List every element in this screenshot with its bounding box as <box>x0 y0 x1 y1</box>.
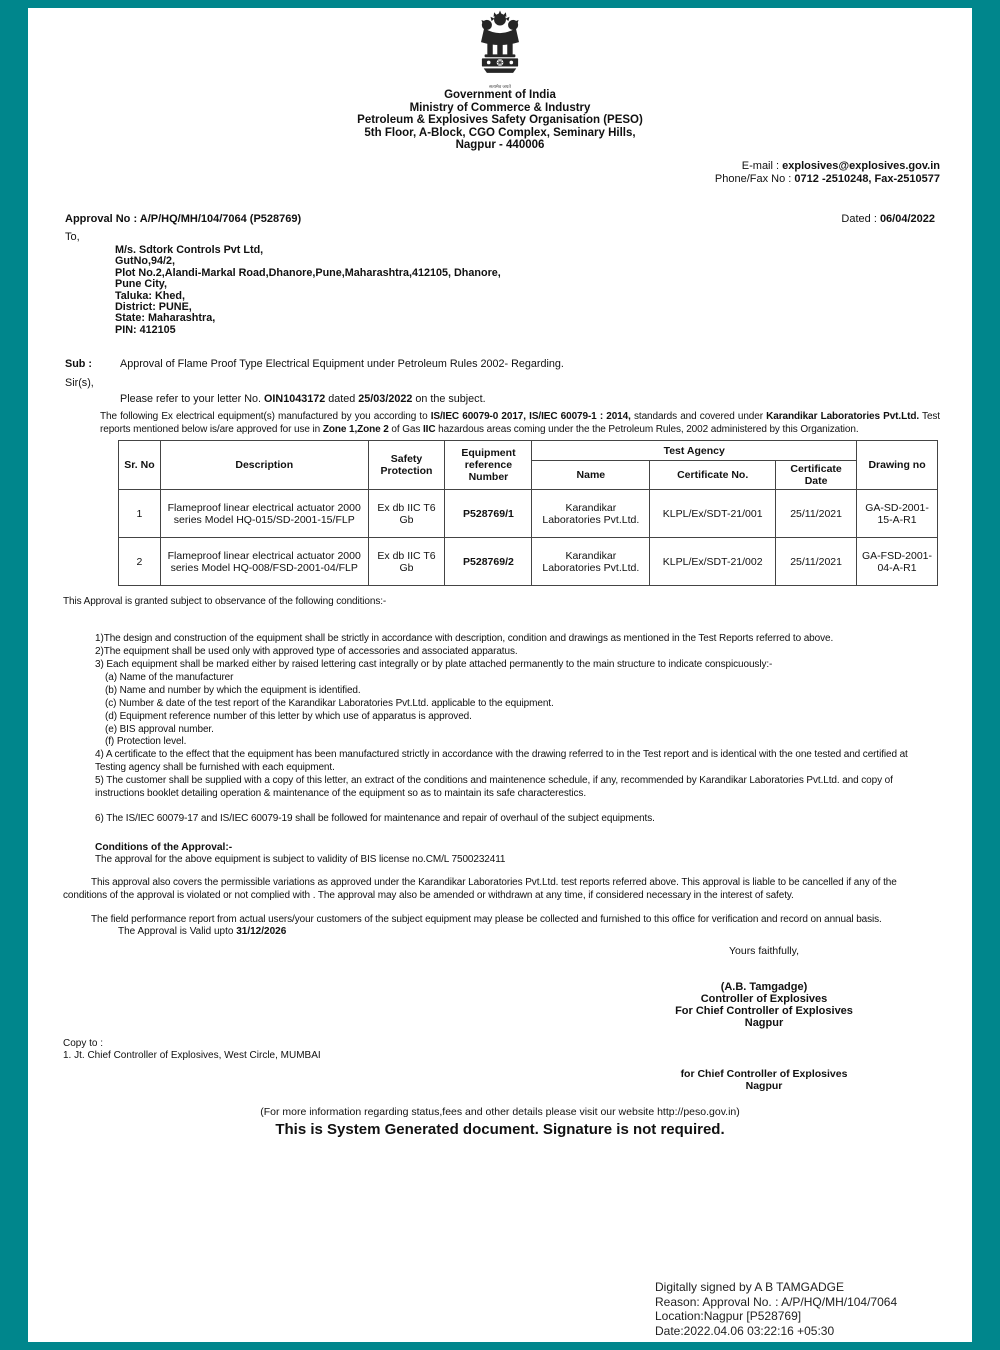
col-sr-no: Sr. No <box>119 441 161 490</box>
phone-line <box>28 173 940 187</box>
cell-drawing: GA-SD-2001-15-A-R1 <box>857 490 938 538</box>
validity-pre: The Approval is Valid upto <box>118 925 237 937</box>
letter-content <box>28 8 972 1342</box>
cell-cert-date: 25/11/2021 <box>776 538 857 586</box>
email-line <box>28 160 940 174</box>
second-sign-city: Nagpur <box>745 1079 783 1092</box>
recipient-address <box>115 245 972 336</box>
zones: Zone 1,Zone 2 <box>322 424 389 436</box>
table-row <box>119 538 938 586</box>
dated-label: Dated : <box>841 212 880 225</box>
cell-agency-name: Karandikar Laboratories Pvt.Ltd. <box>532 490 650 538</box>
salutation: Sir(s), <box>65 377 94 390</box>
equipment-table <box>118 440 938 586</box>
digital-sig-line: Reason: Approval No. : A/P/HQ/MH/104/7064 <box>655 1294 898 1309</box>
subject-label: Sub : <box>65 358 92 371</box>
signature-block <box>614 981 914 1029</box>
header-line-address: 5th Floor, A-Block, CGO Complex, Seminary Hills, <box>364 126 636 139</box>
address-line: Taluka: Khed, <box>115 289 185 302</box>
col-equip-ref: Equipment reference Number <box>445 441 532 490</box>
system-generated-line: This is System Generated document. Signature is not required. <box>275 1120 725 1138</box>
header-line-govt: Government of India <box>444 89 556 101</box>
ref-number: OIN1043172 <box>264 393 326 406</box>
conditions-list <box>95 633 940 826</box>
signer-city: Nagpur <box>744 1016 784 1029</box>
cell-cert-date: 25/11/2021 <box>776 490 857 538</box>
condition-item: 5) The customer shall be supplied with a copy of this letter, an extract of the conditions and maintenence schedule, if any, recommended by Karandikar Laboratories Pvt.Ltd. and copy of instructions booklet detailing operation & maintenance of the equipment so as to maintain its safe characterestics. <box>95 775 893 800</box>
address-line: M/s. Sdtork Controls Pvt Ltd, <box>115 243 264 256</box>
intro-seg: of Gas <box>388 424 423 436</box>
intro-seg: Test reports mentioned below is/are approved for use in <box>100 411 940 436</box>
ref-mid: dated <box>325 393 359 406</box>
copy-to-line: 1. Jt. Chief Controller of Explosives, West Circle, MUMBAI <box>63 1050 321 1062</box>
copy-to-block <box>63 1038 972 1063</box>
col-cert-date: Certificate Date <box>776 461 857 490</box>
intro-seg: The following Ex electrical equipment(s) manufactured by you according to <box>100 411 431 423</box>
condition-subitem: (d) Equipment reference number of this letter by which use of apparatus is approved. <box>105 710 472 722</box>
cell-equip-ref: P528769/1 <box>445 490 532 538</box>
intro-seg: standards and covered under <box>630 411 767 423</box>
email-label: E-mail : <box>741 159 783 172</box>
dated-value: 06/04/2022 <box>879 212 935 225</box>
address-line: GutNo,94/2, <box>115 255 175 268</box>
copy-to-label: Copy to : <box>63 1037 104 1049</box>
signer-name: (A.B. Tamgadge) <box>720 980 808 993</box>
lab-name: Karandikar Laboratories Pvt.Ltd. <box>766 411 920 423</box>
digital-signature-block <box>655 1280 897 1338</box>
table-row <box>119 490 938 538</box>
condition-item: 6) The IS/IEC 60079-17 and IS/IEC 60079-19 shall be followed for maintenance and repair of overhaul of the subject equipments. <box>95 813 655 824</box>
phone-value: 0712 -2510248, Fax-2510577 <box>794 173 940 186</box>
subject-row <box>65 358 972 370</box>
cell-sr: 1 <box>119 490 161 538</box>
reference-line <box>120 393 972 405</box>
col-drawing: Drawing no <box>857 441 938 490</box>
cell-cert-no: KLPL/Ex/SDT-21/002 <box>650 538 776 586</box>
granted-line: This Approval is granted subject to observance of the following conditions:- <box>63 596 387 608</box>
bis-license-line: The approval for the above equipment is subject to validity of BIS license no.CM/L 7500232411 <box>95 853 506 865</box>
emblem-motto: सत्यमेव जयते <box>489 84 511 89</box>
cell-drawing: GA-FSD-2001-04-A-R1 <box>857 538 938 586</box>
digital-sig-line: Digitally signed by A B TAMGADGE <box>655 1280 844 1294</box>
signer-for: For Chief Controller of Explosives <box>675 1004 853 1017</box>
col-safety: Safety Protection <box>368 441 445 490</box>
digital-sig-line: Location:Nagpur [P528769] <box>655 1309 802 1323</box>
address-line: State: Maharashtra, <box>115 312 216 325</box>
approval-number-row <box>65 213 935 225</box>
approval-conditions-heading: Conditions of the Approval:- <box>95 841 233 853</box>
header-line-ministry: Ministry of Commerce & Industry <box>409 101 591 114</box>
cell-description: Flameproof linear electrical actuator 2000 series Model HQ-015/SD-2001-15/FLP <box>160 490 368 538</box>
email-value: explosives@explosives.gov.in <box>782 159 940 172</box>
address-line: PIN: 412105 <box>115 323 176 336</box>
header-line-city: Nagpur - 440006 <box>455 139 545 152</box>
dated <box>841 213 935 225</box>
col-test-agency: Test Agency <box>532 441 857 461</box>
footer-info-line: (For more information regarding status,fees and other details please visit our website http://peso.gov.in) <box>260 1105 740 1118</box>
to-label: To, <box>65 230 80 243</box>
ref-date: 25/03/2022 <box>358 393 413 406</box>
standards-ref: IS/IEC 60079-0 2017, IS/IEC 60079-1 : 2014, <box>430 411 631 423</box>
validity-line <box>118 926 972 937</box>
spacer <box>95 801 940 813</box>
intro-seg: hazardous areas coming under the the Petroleum Rules, 2002 administered by this Organization. <box>435 424 859 436</box>
cell-safety: Ex db IIC T6 Gb <box>368 538 445 586</box>
condition-item: 3) Each equipment shall be marked either by raised lettering cast integrally or by plate attached permanently to the main structure to indicate conspicuously:- <box>95 659 773 671</box>
second-signature-block <box>614 1068 914 1092</box>
address-line: District: PUNE, <box>115 301 192 313</box>
field-report-paragraph: The field performance report from actual users/your customers of the subject equipment may please be collected and furnished to this office for verification and record on annual basis. <box>91 913 882 925</box>
approval-number: Approval No : A/P/HQ/MH/104/7064 (P528769) <box>65 212 302 225</box>
ref-pre: Please refer to your letter No. <box>120 393 265 406</box>
phone-label: Phone/Fax No : <box>714 173 795 186</box>
validity-date: 31/12/2026 <box>236 925 287 937</box>
col-description: Description <box>160 441 368 490</box>
cell-cert-no: KLPL/Ex/SDT-21/001 <box>650 490 776 538</box>
condition-subitem: (c) Number & date of the test report of the Karandikar Laboratories Pvt.Ltd. applicable to the equipment. <box>105 697 554 709</box>
subject-text: Approval of Flame Proof Type Electrical Equipment under Petroleum Rules 2002- Regarding. <box>120 358 564 371</box>
cell-safety: Ex db IIC T6 Gb <box>368 490 445 538</box>
gas-group: IIC <box>422 424 436 436</box>
condition-item: 4) A certificate to the effect that the equipment has been manufactured strictly in accordance with the drawing referred to in the Test report and is identical with the one tested and certified at Testing agency shall be furnished with each equipment. <box>95 749 908 774</box>
condition-subitem: (f) Protection level. <box>105 736 187 748</box>
cell-description: Flameproof linear electrical actuator 2000 series Model HQ-008/FSD-2001-04/FLP <box>160 538 368 586</box>
ref-post: on the subject. <box>412 393 486 406</box>
signer-title: Controller of Explosives <box>700 992 828 1005</box>
col-agency-name: Name <box>532 461 650 490</box>
yours-faithfully: Yours faithfully, <box>728 944 800 957</box>
variations-paragraph: This approval also covers the permissible variations as approved under the Karandikar Laboratories Pvt.Ltd. test reports referred above. This approval is liable to be cancelled if any of the conditions of the approval is violated or not complied with . The approval may also be amended or withdrawn at any time, if considered necessary in the interest of safety. <box>63 876 897 901</box>
intro-paragraph <box>100 410 940 436</box>
cell-agency-name: Karandikar Laboratories Pvt.Ltd. <box>532 538 650 586</box>
letterhead <box>28 8 972 152</box>
condition-item: 1)The design and construction of the equipment shall be strictly in accordance with description, condition and drawings as mentioned in the Test Reports referred to above. <box>95 633 834 645</box>
condition-subitem: (e) BIS approval number. <box>105 723 214 735</box>
address-line: Pune City, <box>115 278 167 291</box>
condition-subitem: (b) Name and number by which the equipment is identified. <box>105 684 361 696</box>
cell-equip-ref: P528769/2 <box>445 538 532 586</box>
condition-subitem: (a) Name of the manufacturer <box>105 671 234 683</box>
table-header-row <box>119 441 938 461</box>
condition-item: 2)The equipment shall be used only with approved type of accessories and associated apparatus. <box>95 646 518 658</box>
col-cert-no: Certificate No. <box>650 461 776 490</box>
header-line-org: Petroleum & Explosives Safety Organisation (PESO) <box>357 114 643 127</box>
digital-sig-line: Date:2022.04.06 03:22:16 +05:30 <box>655 1323 835 1338</box>
ashoka-emblem-icon <box>472 10 528 86</box>
address-line: Plot No.2,Alandi-Markal Road,Dhanore,Pune,Maharashtra,412105, Dhanore, <box>115 266 501 279</box>
cell-sr: 2 <box>119 538 161 586</box>
contact-block <box>28 160 940 187</box>
second-sign-for: for Chief Controller of Explosives <box>680 1067 848 1080</box>
